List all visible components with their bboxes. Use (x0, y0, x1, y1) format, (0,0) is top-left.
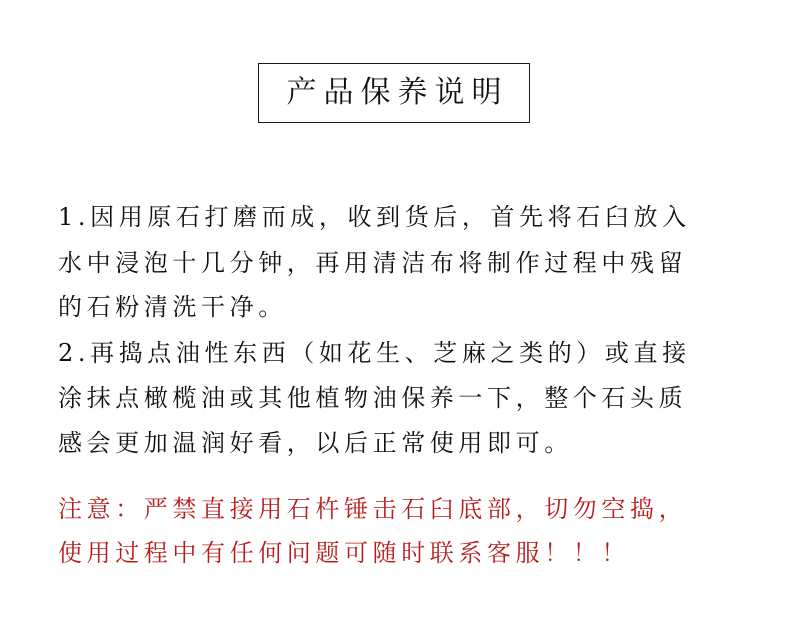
page-title: 产品保养说明 (286, 75, 509, 110)
instruction-line-2: 水中浸泡十几分钟，再用清洁布将制作过程中残留 (58, 249, 688, 277)
instruction-line-6: 感会更加温润好看，以后正常使用即可。 (58, 429, 573, 457)
title-box (258, 63, 530, 123)
warning-note-line-2: 使用过程中有任何问题可随时联系客服！！！ (58, 539, 630, 567)
instruction-line-3: 的石粉清洗干净。 (58, 293, 287, 321)
instruction-line-4: 2.再捣点油性东西（如花生、芝麻之类的）或直接 (58, 339, 691, 367)
warning-note-line-1: 注意：严禁直接用石杵锤击石臼底部，切勿空捣， (58, 495, 688, 523)
instruction-line-5: 涂抹点橄榄油或其他植物油保养一下，整个石头质 (58, 384, 688, 412)
instruction-line-1: 1.因用原石打磨而成，收到货后，首先将石臼放入 (58, 203, 691, 231)
